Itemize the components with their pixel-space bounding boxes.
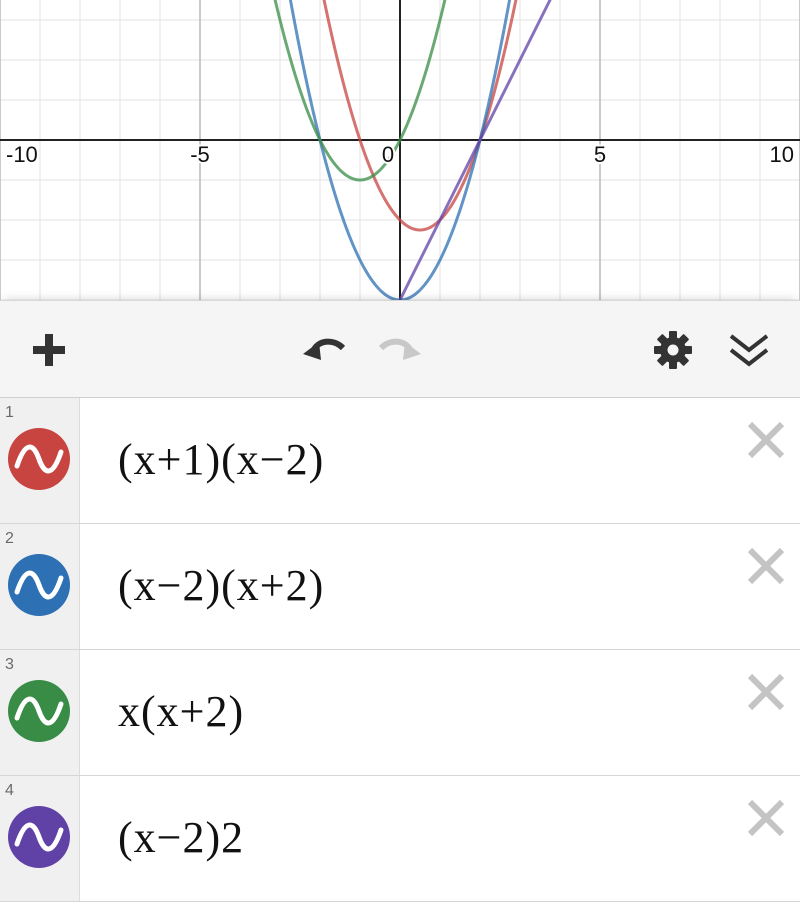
gear-icon <box>652 329 694 371</box>
x-tick-label: 5 <box>593 142 607 167</box>
graph-paper[interactable] <box>0 0 800 300</box>
wave-icon <box>14 444 64 474</box>
x-tick-label: 10 <box>769 142 794 167</box>
wave-icon <box>14 696 64 726</box>
expression-row[interactable] <box>0 398 800 524</box>
expression-gutter <box>0 650 80 775</box>
curve-color-toggle[interactable] <box>8 554 70 616</box>
expression-gutter <box>0 524 80 649</box>
double-chevron-down-icon <box>727 328 771 372</box>
x-tick-label: -5 <box>190 142 210 167</box>
delete-expression-button[interactable] <box>744 670 788 714</box>
delete-expression-button[interactable] <box>744 544 788 588</box>
settings-button[interactable] <box>648 325 698 375</box>
wave-icon <box>14 822 64 852</box>
x-tick-label: -10 <box>6 142 38 167</box>
curve-color-toggle[interactable] <box>8 680 70 742</box>
curve-color-toggle[interactable] <box>8 428 70 490</box>
expression-row[interactable] <box>0 524 800 650</box>
collapse-list-button[interactable] <box>724 325 774 375</box>
redo-button[interactable] <box>376 325 426 375</box>
redo-icon <box>377 330 425 370</box>
expression-gutter <box>0 398 80 523</box>
close-icon <box>744 796 788 840</box>
add-item-button[interactable] <box>24 325 74 375</box>
expression-index: 1 <box>5 404 14 421</box>
expression-row[interactable] <box>0 650 800 776</box>
expression-index: 4 <box>5 782 14 799</box>
graph-canvas[interactable] <box>0 0 800 300</box>
expression-input[interactable]: (x−2)(x+2) <box>118 560 325 610</box>
expression-input[interactable]: x(x+2) <box>118 686 245 736</box>
curve-color-toggle[interactable] <box>8 806 70 868</box>
expression-input[interactable]: (x+1)(x−2) <box>118 434 325 484</box>
expression-list <box>0 398 800 862</box>
undo-icon <box>299 330 347 370</box>
expression-index: 3 <box>5 656 14 673</box>
close-icon <box>744 418 788 462</box>
expression-index: 2 <box>5 530 14 547</box>
close-icon <box>744 544 788 588</box>
undo-button[interactable] <box>298 325 348 375</box>
x-tick-label: 0 <box>381 142 395 167</box>
wave-icon <box>14 570 64 600</box>
expression-gutter <box>0 776 80 901</box>
expression-input[interactable]: (x−2)2 <box>118 812 245 862</box>
expression-toolbar <box>0 300 800 398</box>
delete-expression-button[interactable] <box>744 796 788 840</box>
plus-icon <box>29 330 69 370</box>
close-icon <box>744 670 788 714</box>
expression-row[interactable] <box>0 776 800 902</box>
delete-expression-button[interactable] <box>744 418 788 462</box>
